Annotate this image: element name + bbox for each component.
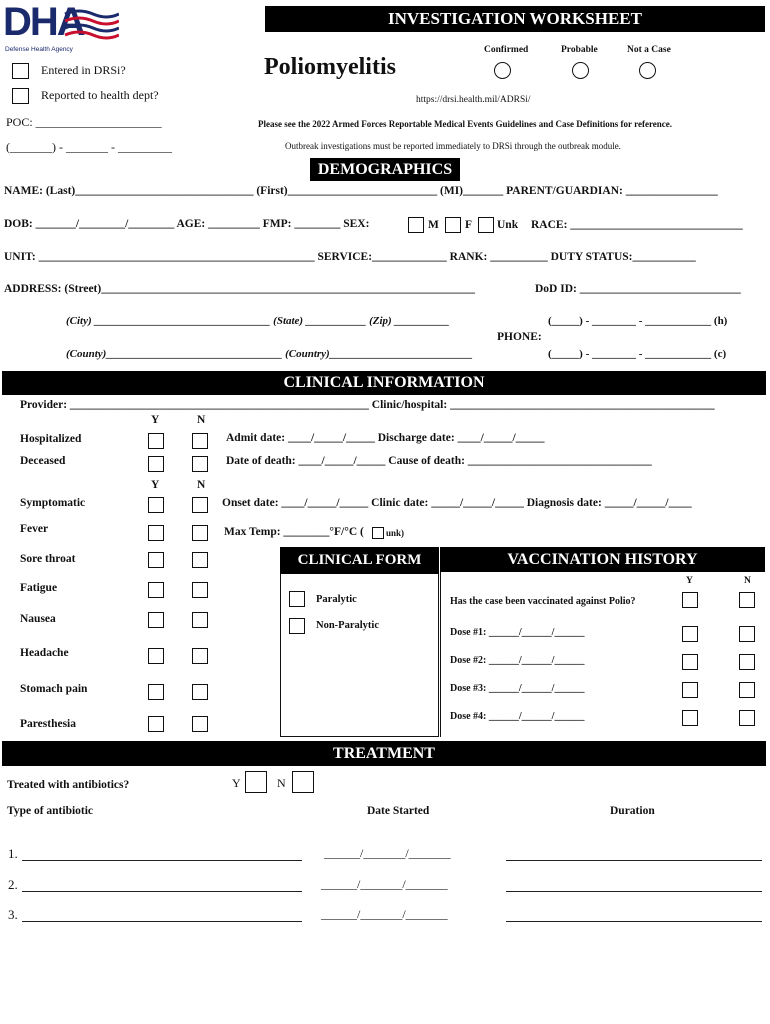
antibiotics-n-label: N [277, 776, 286, 790]
date-started-header: Date Started [367, 805, 430, 817]
status-not-case-label: Not a Case [627, 45, 671, 55]
vacc-n-label: N [744, 576, 751, 586]
county-row[interactable]: (County)________________________________ (Country)__________________________ [66, 348, 473, 360]
symptom-nausea-label: Nausea [20, 613, 56, 625]
vacc-y-label: Y [686, 576, 693, 586]
non-paralytic-label: Non-Paralytic [316, 620, 379, 631]
status-probable-radio[interactable] [572, 62, 589, 79]
dose-3-y-checkbox[interactable] [682, 682, 698, 698]
demographics-bar [310, 158, 460, 181]
yn-n-label-2: N [197, 479, 206, 491]
paralytic-label: Paralytic [316, 594, 357, 605]
worksheet-title-bar [265, 6, 765, 32]
sex-m-label: M [428, 219, 439, 231]
hospitalized-y-checkbox[interactable] [148, 433, 164, 449]
logo-subtitle: Defense Health Agency [5, 46, 73, 53]
antibiotic-row-2-type-line[interactable] [22, 891, 302, 892]
antibiotic-row-1-type-line[interactable] [22, 860, 302, 861]
dodid-field[interactable]: DoD ID: ____________________________ [535, 283, 741, 295]
sore-throat-n-checkbox[interactable] [192, 552, 208, 568]
non-paralytic-checkbox[interactable] [289, 618, 305, 634]
phone-label: PHONE: [497, 331, 542, 343]
antibiotic-row-2-date[interactable]: ______/_______/_______ [321, 877, 448, 891]
temp-unk-checkbox[interactable] [372, 527, 384, 539]
dose-4-n-checkbox[interactable] [739, 710, 755, 726]
yn-y-label-1: Y [151, 414, 160, 426]
clinical-form-box [280, 547, 439, 737]
symptom-sore-throat-label: Sore throat [20, 553, 76, 565]
nausea-n-checkbox[interactable] [192, 612, 208, 628]
outbreak-note: Outbreak investigations must be reported immediately to DRSi through the outbreak module. [285, 141, 621, 151]
drsi-url[interactable]: https://drsi.health.mil/ADRSi/ [416, 95, 531, 105]
antibiotics-question: Treated with antibiotics? [7, 779, 130, 791]
flag-waves-icon [63, 8, 119, 42]
hospitalized-label: Hospitalized [20, 433, 82, 445]
vacc-question: Has the case been vaccinated against Polio? [450, 596, 636, 607]
paralytic-checkbox[interactable] [289, 591, 305, 607]
worksheet-title: INVESTIGATION WORKSHEET [388, 9, 642, 28]
symptom-headache-label: Headache [20, 647, 69, 659]
antibiotic-row-3-number: 3. [8, 907, 18, 922]
clinical-info-bar [2, 371, 766, 395]
phone-home[interactable]: (_____) - ________ - ____________ (h) [548, 315, 728, 327]
dose-3-n-checkbox[interactable] [739, 682, 755, 698]
vaccination-bar [440, 547, 765, 572]
dose-3-field[interactable]: Dose #3: ______/______/______ [450, 683, 585, 694]
provider-row[interactable]: Provider: ____________________________________________________ Clinic/hospital: ______________________________________________ [20, 399, 715, 411]
sore-throat-y-checkbox[interactable] [148, 552, 164, 568]
vaccinated-y-checkbox[interactable] [682, 592, 698, 608]
dob-row[interactable]: DOB: _______/________/________ AGE: _________ FMP: ________ SEX: [4, 218, 370, 230]
antibiotic-type-header: Type of antibiotic [7, 805, 94, 817]
status-confirmed-label: Confirmed [484, 45, 529, 55]
dose-1-field[interactable]: Dose #1: ______/______/______ [450, 627, 585, 638]
entered-drsi-label: Entered in DRSi? [41, 63, 126, 77]
sex-unk-checkbox[interactable] [478, 217, 494, 233]
dose-1-n-checkbox[interactable] [739, 626, 755, 642]
antibiotics-n-checkbox[interactable] [292, 771, 314, 793]
symptomatic-n-checkbox[interactable] [192, 497, 208, 513]
symptomatic-y-checkbox[interactable] [148, 497, 164, 513]
yn-n-label-1: N [197, 414, 206, 426]
dha-logo [3, 0, 118, 54]
symptom-paresthesia-label: Paresthesia [20, 718, 77, 730]
treatment-bar [2, 741, 766, 766]
name-row[interactable]: NAME: (Last)_______________________________ (First)__________________________ (MI)_______ PARENT/GUARDIAN: ________________ [4, 185, 718, 197]
fatigue-n-checkbox[interactable] [192, 582, 208, 598]
admit-discharge-row[interactable]: Admit date: ____/_____/_____ Discharge date: ____/_____/_____ [226, 432, 545, 444]
onset-clinic-diagnosis-row[interactable]: Onset date: ____/_____/_____ Clinic date: _____/_____/_____ Diagnosis date: _____/_____/____ [222, 497, 692, 509]
antibiotic-row-3-duration-line[interactable] [506, 921, 762, 922]
yn-y-label-2: Y [151, 479, 160, 491]
antibiotic-row-1-duration-line[interactable] [506, 860, 762, 861]
clinical-form-title: CLINICAL FORM [297, 552, 422, 568]
race-field[interactable]: RACE: ______________________________ [531, 219, 743, 231]
logo-text: DHA [3, 0, 84, 44]
deceased-n-checkbox[interactable] [192, 456, 208, 472]
guidelines-note: Please see the 2022 Armed Forces Reportable Medical Events Guidelines and Case Definitions for reference. [258, 119, 673, 129]
death-row[interactable]: Date of death: ____/_____/_____ Cause of death: ________________________________ [226, 455, 652, 467]
symptom-stomach-pain-label: Stomach pain [20, 683, 88, 695]
sex-m-checkbox[interactable] [408, 217, 424, 233]
paresthesia-n-checkbox[interactable] [192, 716, 208, 732]
treatment-title: TREATMENT [333, 745, 435, 762]
clinical-info-title: CLINICAL INFORMATION [283, 374, 485, 391]
status-confirmed-radio[interactable] [494, 62, 511, 79]
demographics-title: DEMOGRAPHICS [317, 161, 453, 178]
sex-unk-label: Unk [497, 219, 519, 231]
antibiotics-y-label: Y [232, 776, 241, 790]
antibiotic-row-2-duration-line[interactable] [506, 891, 762, 892]
status-probable-label: Probable [561, 45, 598, 55]
disease-name: Poliomyelitis [264, 54, 396, 80]
entered-drsi-checkbox[interactable] [12, 63, 29, 79]
dose-2-y-checkbox[interactable] [682, 654, 698, 670]
phone-cell[interactable]: (_____) - ________ - ____________ (c) [548, 348, 727, 360]
status-not-case-radio[interactable] [639, 62, 656, 79]
temp-unk-label: unk) [386, 528, 405, 538]
antibiotic-row-2-number: 2. [8, 877, 18, 892]
sex-f-checkbox[interactable] [445, 217, 461, 233]
dose-2-field[interactable]: Dose #2: ______/______/______ [450, 655, 585, 666]
duration-header: Duration [610, 805, 655, 817]
clinical-form-bar [280, 547, 439, 574]
antibiotic-row-3-type-line[interactable] [22, 921, 302, 922]
dose-4-y-checkbox[interactable] [682, 710, 698, 726]
dose-1-y-checkbox[interactable] [682, 626, 698, 642]
hospitalized-n-checkbox[interactable] [192, 433, 208, 449]
max-temp-field[interactable]: Max Temp: ________°F/°C ( [224, 526, 364, 538]
antibiotic-row-3-date[interactable]: ______/_______/_______ [321, 907, 448, 921]
fatigue-y-checkbox[interactable] [148, 582, 164, 598]
address-street[interactable]: ADDRESS: (Street)_________________________________________________________________ [4, 283, 475, 295]
deceased-label: Deceased [20, 455, 66, 467]
deceased-y-checkbox[interactable] [148, 456, 164, 472]
sex-f-label: F [465, 219, 473, 231]
antibiotic-row-1-number: 1. [8, 846, 18, 861]
fever-n-checkbox[interactable] [192, 525, 208, 541]
reported-checkbox[interactable] [12, 88, 29, 104]
dose-4-field[interactable]: Dose #4: ______/______/______ [450, 711, 585, 722]
antibiotics-y-checkbox[interactable] [245, 771, 267, 793]
antibiotic-row-1-date[interactable]: ______/_______/_______ [324, 846, 451, 860]
stomach-pain-y-checkbox[interactable] [148, 684, 164, 700]
nausea-y-checkbox[interactable] [148, 612, 164, 628]
stomach-pain-n-checkbox[interactable] [192, 684, 208, 700]
vaccination-box [440, 547, 770, 737]
vaccinated-n-checkbox[interactable] [739, 592, 755, 608]
dose-2-n-checkbox[interactable] [739, 654, 755, 670]
symptom-fatigue-label: Fatigue [20, 582, 58, 594]
headache-n-checkbox[interactable] [192, 648, 208, 664]
unit-row[interactable]: UNIT: ________________________________________________ SERVICE:_____________ RANK: __________ DUTY STATUS:___________ [4, 251, 696, 263]
poc-field[interactable]: POC: _____________________ [6, 115, 162, 129]
poc-phone-field[interactable]: (_______) - _______ - _________ [6, 140, 172, 154]
reported-label: Reported to health dept? [41, 88, 159, 102]
paresthesia-y-checkbox[interactable] [148, 716, 164, 732]
city-row[interactable]: (City) ________________________________ (State) ___________ (Zip) __________ [66, 315, 450, 327]
fever-y-checkbox[interactable] [148, 525, 164, 541]
fever-label: Fever [20, 523, 49, 535]
symptomatic-label: Symptomatic [20, 497, 86, 509]
vaccination-title: VACCINATION HISTORY [507, 551, 698, 568]
headache-y-checkbox[interactable] [148, 648, 164, 664]
